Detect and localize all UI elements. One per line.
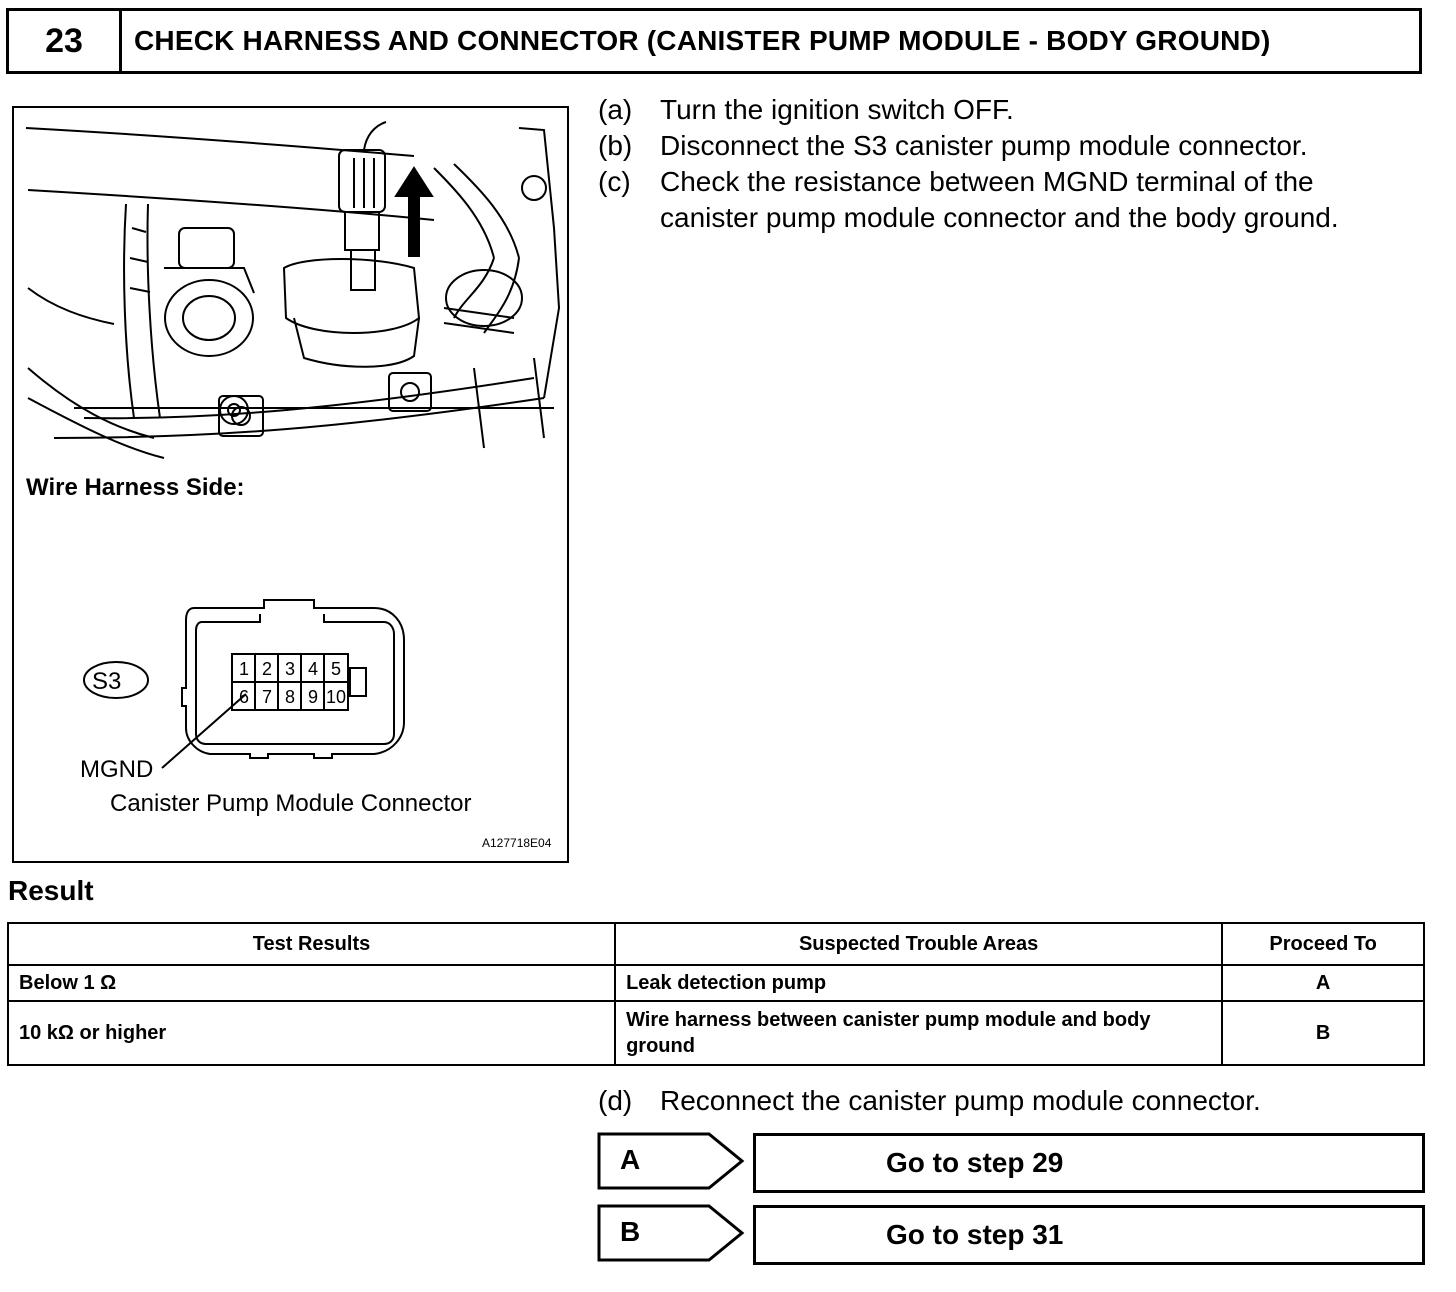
terminal-9: 9	[307, 687, 319, 707]
instruction-item	[598, 128, 1418, 164]
terminal-5: 5	[330, 659, 342, 679]
instruction-letter: (b)	[598, 130, 633, 161]
harness-figure	[12, 106, 569, 863]
instruction-text: Reconnect the canister pump module connector.	[660, 1085, 1261, 1116]
instruction-letter: (d)	[598, 1085, 633, 1116]
instruction-letter: (c)	[598, 166, 631, 197]
proceed-tag-a: A	[620, 1144, 641, 1175]
proceed-to-cell: A	[1222, 965, 1424, 1001]
terminal-7: 7	[261, 687, 273, 707]
step-header	[6, 8, 1422, 74]
connector-id-label: S3	[92, 668, 122, 695]
instruction-item	[598, 92, 1418, 128]
table-row	[8, 965, 1424, 1001]
mgnd-terminal-label: MGND	[80, 756, 154, 783]
column-header: Proceed To	[1222, 923, 1424, 965]
instruction-text: Disconnect the S3 canister pump module connector.	[660, 130, 1308, 161]
terminal-8: 8	[284, 687, 296, 707]
terminal-10: 10	[325, 687, 347, 707]
column-header: Test Results	[8, 923, 615, 965]
go-to-step-31-box[interactable]: Go to step 31	[753, 1205, 1425, 1265]
result-heading: Result	[8, 875, 94, 906]
wire-harness-side-label: Wire Harness Side:	[26, 474, 245, 501]
terminal-1: 1	[238, 659, 250, 679]
trouble-area-cell: Leak detection pump	[615, 965, 1222, 1001]
table-header-row	[8, 923, 1424, 965]
proceed-tag-b: B	[620, 1216, 641, 1247]
terminal-2: 2	[261, 659, 273, 679]
table-row	[8, 1001, 1424, 1065]
terminal-3: 3	[284, 659, 296, 679]
step-title: CHECK HARNESS AND CONNECTOR (CANISTER PUMP MODULE - BODY GROUND)	[134, 25, 1271, 56]
instruction-text: Check the resistance between MGND terminal of the canister pump module connector and the body ground.	[660, 166, 1339, 233]
test-result-cell: 10 kΩ or higher	[8, 1001, 615, 1065]
column-header: Suspected Trouble Areas	[615, 923, 1222, 965]
proceed-to-cell: B	[1222, 1001, 1424, 1065]
instruction-list	[598, 92, 1418, 236]
terminal-4: 4	[307, 659, 319, 679]
connector-s3-diagram	[84, 600, 404, 768]
instruction-item	[598, 164, 1418, 236]
figure-code: A127718E04	[482, 836, 552, 850]
go-to-step-29-box[interactable]: Go to step 29	[753, 1133, 1425, 1193]
test-result-cell: Below 1 Ω	[8, 965, 615, 1001]
instruction-text: Turn the ignition switch OFF.	[660, 94, 1014, 125]
instruction-item-d	[598, 1083, 1418, 1119]
step-number: 23	[9, 11, 122, 71]
terminal-6: 6	[238, 687, 250, 707]
trouble-area-cell: Wire harness between canister pump module and body ground	[615, 1001, 1222, 1065]
connector-name-label: Canister Pump Module Connector	[110, 790, 472, 817]
result-table	[7, 922, 1425, 1066]
instruction-letter: (a)	[598, 94, 633, 125]
